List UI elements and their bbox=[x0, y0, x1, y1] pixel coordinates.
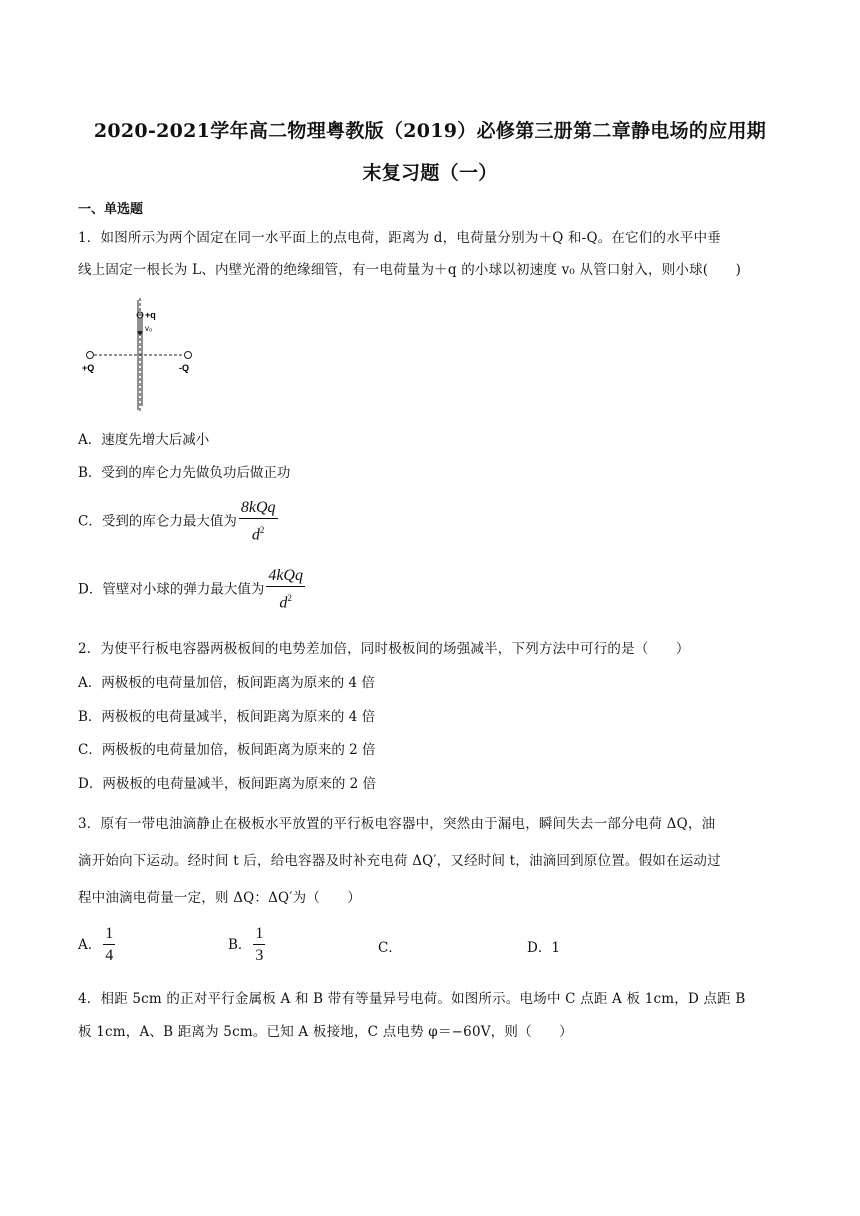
q1-option-d-denominator: d bbox=[279, 594, 288, 612]
q3-option-b-numerator: 1 bbox=[253, 924, 265, 945]
section-heading: 一、单选题 bbox=[78, 202, 144, 217]
q4-stem-line1: 4．相距 5cm 的正对平行金属板 A 和 B 带有等量异号电荷。如图所示。电场中 C 点距 A 板 1cm，D 点距 B bbox=[78, 991, 746, 1007]
q3-option-d: D．1 bbox=[527, 940, 560, 956]
q2-option-a: A．两极板的电荷量加倍，板间距离为原来的 4 倍 bbox=[78, 675, 375, 691]
q2-option-c: C．两极板的电荷量加倍，板间距离为原来的 2 倍 bbox=[78, 742, 376, 758]
q1-option-c-exponent: 2 bbox=[259, 525, 265, 535]
q1-option-d bbox=[78, 566, 305, 614]
q3-option-a-numerator: 1 bbox=[103, 924, 115, 945]
q1-option-c-denominator: d bbox=[251, 526, 260, 544]
document-title-line2: 末复习题（一） bbox=[362, 162, 498, 184]
q3-stem-line2: 滴开始向下运动。经时间 t 后，给电容器及时补充电荷 ΔQ′，又经时间 t，油滴回到原位置。假如在运动过 bbox=[78, 853, 721, 869]
q1-option-c-fraction bbox=[239, 498, 278, 546]
q3-option-a-fraction bbox=[103, 924, 115, 967]
q2-option-d: D．两极板的电荷量减半，板间距离为原来的 2 倍 bbox=[78, 776, 376, 792]
q1-option-c-numerator: 8kQq bbox=[239, 498, 278, 519]
q3-stem-line1: 3．原有一带电油滴静止在极板水平放置的平行板电容器中，突然由于漏电，瞬间失去一部分电荷 ΔQ，油 bbox=[78, 816, 716, 832]
q3-option-c: C． bbox=[378, 940, 402, 956]
q1-option-a: A．速度先增大后减小 bbox=[78, 432, 210, 448]
q1-option-c-prefix: C．受到的库仑力最大值为 bbox=[78, 513, 237, 530]
q1-option-d-numerator: 4kQq bbox=[266, 566, 305, 587]
q3-option-b-denominator: 3 bbox=[255, 947, 264, 964]
q1-stem-line2: 线上固定一根长为 L、内壁光滑的绝缘细管，有一电荷量为＋q 的小球以初速度 v₀ 从管口射入，则小球( ) bbox=[78, 262, 742, 278]
q1-option-b: B．受到的库仑力先做负功后做正功 bbox=[78, 465, 291, 481]
q1-fig-minus-Q: -Q bbox=[179, 363, 189, 373]
q1-option-d-exponent: 2 bbox=[287, 593, 292, 603]
q4-stem-line2: 板 1cm，A、B 距离为 5cm。已知 A 板接地，C 点电势 φ＝−60V，则（ ） bbox=[78, 1024, 573, 1040]
q3-option-a-denominator: 4 bbox=[105, 947, 114, 964]
q1-option-d-fraction bbox=[266, 566, 305, 614]
q1-stem-line1: 1．如图所示为两个固定在同一水平面上的点电荷，距离为 d，电荷量分别为＋Q 和-Q。在它们的水平中垂 bbox=[78, 230, 722, 246]
q2-stem: 2．为使平行板电容器两极板间的电势差加倍，同时极板间的场强减半，下列方法中可行的是（ ） bbox=[78, 641, 690, 657]
q1-figure bbox=[80, 298, 210, 413]
q3-option-a-label: A． bbox=[78, 937, 102, 953]
q3-option-b-fraction bbox=[253, 924, 265, 967]
document-title-line1: 2020-2021学年高二物理粤教版（2019）必修第三册第二章静电场的应用期 bbox=[93, 120, 767, 142]
q1-fig-plus-Q: +Q bbox=[82, 363, 95, 373]
q1-fig-plus-q: +q bbox=[145, 310, 156, 320]
q3-option-b bbox=[228, 924, 265, 967]
q3-stem-line3: 程中油滴电荷量一定，则 ΔQ：ΔQ′为（ ） bbox=[78, 890, 362, 906]
q1-option-c bbox=[78, 498, 278, 546]
q2-option-b: B．两极板的电荷量减半，板间距离为原来的 4 倍 bbox=[78, 709, 376, 725]
q3-option-b-label: B． bbox=[228, 937, 252, 953]
q3-option-a bbox=[78, 924, 115, 967]
q1-option-d-prefix: D．管壁对小球的弹力最大值为 bbox=[78, 581, 265, 598]
q1-fig-v0: v₀ bbox=[145, 324, 153, 333]
